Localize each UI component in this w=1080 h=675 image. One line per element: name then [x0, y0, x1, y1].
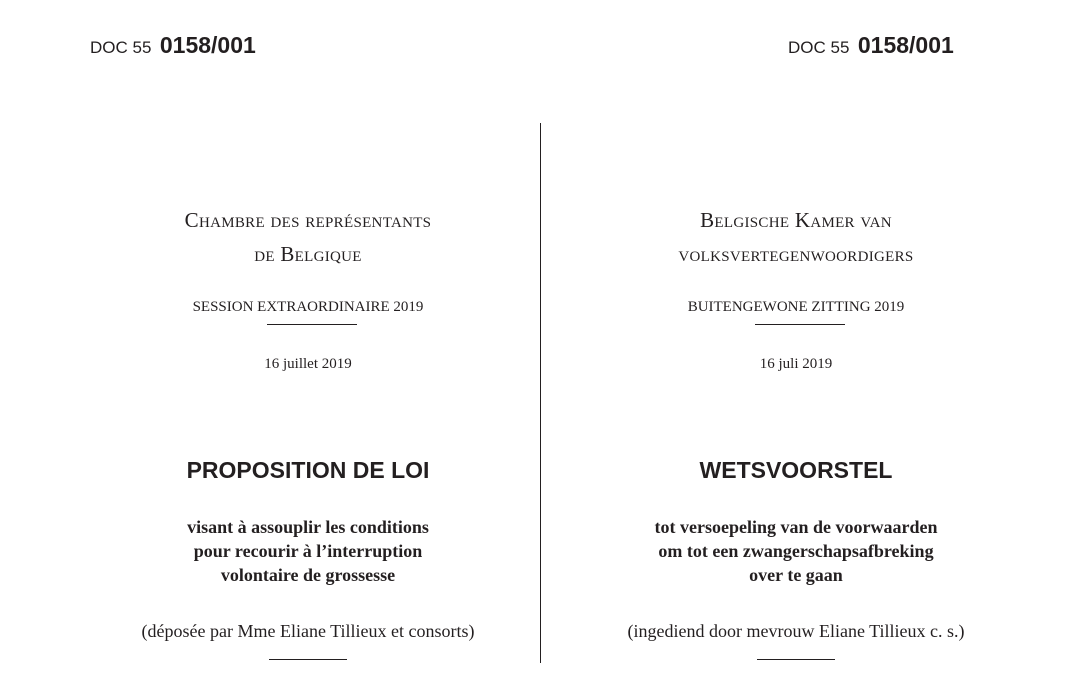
- subject-line: tot versoepeling van de voorwaarden: [654, 517, 938, 537]
- author-note: (déposée par Mme Eliane Tillieux et consorts): [141, 621, 475, 641]
- bottom-rule: [757, 659, 835, 660]
- french-column: [73, 0, 543, 675]
- session-label: SESSION EXTRAORDINAIRE 2019: [192, 299, 424, 315]
- chamber-title-line: Belgische Kamer van: [700, 208, 892, 232]
- doc-prefix: DOC 55: [788, 38, 850, 57]
- document-type: PROPOSITION DE LOI: [186, 457, 430, 483]
- doc-number: 0158/001: [159, 32, 256, 58]
- doc-prefix: DOC 55: [90, 38, 152, 57]
- chamber-title: [73, 203, 543, 271]
- document-date: 16 juli 2019: [759, 356, 833, 372]
- author-note: (ingediend door mevrouw Eliane Tillieux c. s.): [627, 621, 965, 641]
- subject-line: om tot een zwangerschapsafbreking: [658, 541, 934, 561]
- subject-line: over te gaan: [749, 565, 843, 585]
- subject-line: visant à assouplir les conditions: [187, 517, 429, 537]
- subject-line: volontaire de grossesse: [220, 565, 396, 585]
- document-subject: [73, 515, 543, 587]
- document-subject: [561, 515, 1031, 587]
- dutch-column: [561, 0, 1031, 675]
- chamber-title-line: Chambre des représentants: [184, 208, 432, 232]
- document-type: WETSVOORSTEL: [699, 457, 893, 483]
- bottom-rule: [269, 659, 347, 660]
- session-rule: [267, 324, 357, 325]
- doc-number: 0158/001: [857, 32, 954, 58]
- chamber-title-line: de Belgique: [254, 242, 362, 266]
- session-rule: [755, 324, 845, 325]
- subject-line: pour recourir à l’interruption: [193, 541, 423, 561]
- chamber-title: [561, 203, 1031, 271]
- session-label: BUITENGEWONE ZITTING 2019: [687, 299, 905, 315]
- chamber-title-line: volksvertegenwoordigers: [678, 242, 914, 266]
- document-date: 16 juillet 2019: [264, 356, 352, 372]
